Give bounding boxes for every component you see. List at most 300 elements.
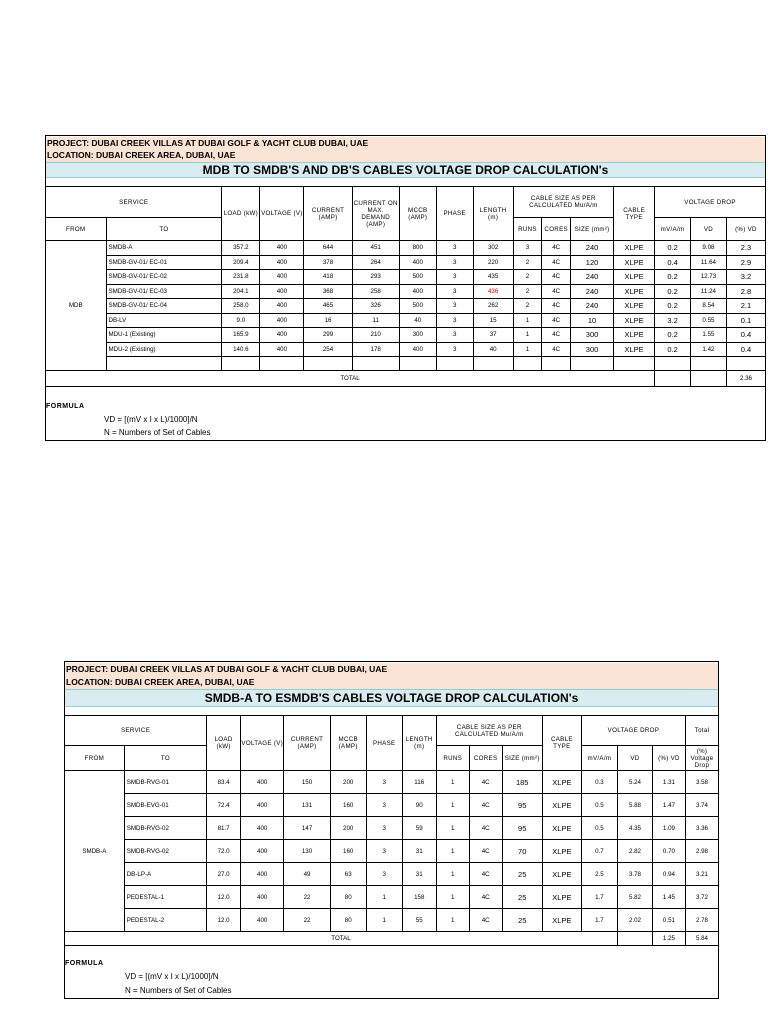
phase-cell: 3 [436, 313, 473, 328]
cable-type-cell: XLPE [542, 817, 581, 840]
cable-type-cell: XLPE [614, 328, 655, 343]
load-cell: 12.0 [207, 886, 241, 909]
runs-cell: 1 [436, 863, 469, 886]
empty-cell [352, 357, 399, 371]
voltage-cell: 400 [260, 241, 304, 256]
vd-cell: 1.55 [691, 328, 727, 343]
vd-pct-cell: 2.8 [726, 284, 765, 299]
table-row [65, 909, 719, 932]
voltage-cell: 400 [260, 284, 304, 299]
mv-cell: 0.2 [655, 328, 691, 343]
table-row [46, 255, 766, 270]
vd-cell: 3.78 [617, 863, 652, 886]
empty-cell [513, 357, 542, 371]
table-row [65, 840, 719, 863]
size-cell: 300 [571, 328, 614, 343]
load-cell: 165.9 [222, 328, 260, 343]
sheet-title: MDB TO SMDB'S AND DB'S CABLES VOLTAGE DROP CALCULATION's [46, 162, 765, 178]
header-vd: VD [617, 746, 652, 771]
header-voltage-drop: VOLTAGE DROP [655, 187, 766, 218]
header-total-sub: (%) Voltage Drop [685, 746, 718, 771]
load-cell: 209.4 [222, 255, 260, 270]
load-cell: 83.4 [207, 771, 241, 794]
length-cell: 436 [473, 284, 513, 299]
cable-type-cell: XLPE [614, 342, 655, 357]
formula-line-2: N = Numbers of Set of Cables [125, 986, 232, 995]
formula-line-2: N = Numbers of Set of Cables [104, 428, 211, 437]
load-cell: 258.0 [222, 299, 260, 314]
size-cell: 240 [571, 241, 614, 256]
vd-pct-cell: 0.1 [726, 313, 765, 328]
cores-cell: 4C [542, 284, 571, 299]
size-cell: 25 [502, 886, 542, 909]
runs-cell: 1 [436, 886, 469, 909]
vd-pct-cell: 1.45 [652, 886, 685, 909]
load-cell: 357.2 [222, 241, 260, 256]
mccb-cell: 200 [330, 817, 366, 840]
total-pct-cell: 3.36 [685, 817, 718, 840]
vd-pct-cell: 1.31 [652, 771, 685, 794]
to-cell: SMDB-A [106, 241, 222, 256]
total-value: 1.25 [652, 932, 685, 946]
voltage-cell: 400 [260, 313, 304, 328]
vd-cell: 11.24 [691, 284, 727, 299]
header-from: FROM [46, 218, 107, 241]
current-cell: 418 [304, 270, 352, 285]
sheet-title: SMDB-A TO ESMDB'S CABLES VOLTAGE DROP CALCULATION's [65, 689, 718, 707]
table-row [46, 299, 766, 314]
header-vd-pct: (%) VD [652, 746, 685, 771]
total-blank [691, 371, 727, 387]
header-mccb: MCCB (AMP) [399, 187, 436, 241]
to-cell: PEDESTAL-1 [124, 886, 206, 909]
current-max-cell: 210 [352, 328, 399, 343]
cores-cell: 4C [469, 909, 502, 932]
length-cell: 40 [473, 342, 513, 357]
from-cell: SMDB-A [65, 771, 125, 932]
header-mv: mV/A/m [655, 218, 691, 241]
size-cell: 240 [571, 299, 614, 314]
voltage-drop-table [45, 186, 766, 387]
empty-cell [571, 357, 614, 371]
table-row [46, 328, 766, 343]
vd-pct-cell: 0.51 [652, 909, 685, 932]
phase-cell: 3 [366, 863, 402, 886]
voltage-cell: 400 [260, 328, 304, 343]
size-cell: 25 [502, 909, 542, 932]
location-line: LOCATION: DUBAI CREEK AREA, DUBAI, UAE [65, 676, 718, 689]
to-cell: SMDB-GV-01/ EC-01 [106, 255, 222, 270]
size-cell: 240 [571, 284, 614, 299]
vd-pct-cell: 1.47 [652, 794, 685, 817]
header-total: Total [685, 716, 718, 746]
empty-cell [614, 357, 655, 371]
current-cell: 147 [284, 817, 330, 840]
total-label: TOTAL [46, 371, 655, 387]
header-service: SERVICE [65, 716, 207, 746]
formula-label: FORMULA [46, 403, 85, 410]
mccb-cell: 400 [399, 284, 436, 299]
sheet-smdb-a-to-esmdb [64, 661, 719, 999]
vd-cell: 5.82 [617, 886, 652, 909]
cable-type-cell: XLPE [614, 255, 655, 270]
voltage-cell: 400 [260, 342, 304, 357]
table-row [65, 794, 719, 817]
current-cell: 16 [304, 313, 352, 328]
phase-cell: 3 [366, 794, 402, 817]
header-from: FROM [65, 746, 125, 771]
mccb-cell: 400 [399, 255, 436, 270]
current-cell: 465 [304, 299, 352, 314]
size-cell: 240 [571, 270, 614, 285]
header-mv: mV/A/m [581, 746, 617, 771]
header-vd-pct: (%) VD [726, 218, 765, 241]
empty-cell [436, 357, 473, 371]
size-cell: 25 [502, 863, 542, 886]
header-cable-size: CABLE SIZE AS PER CALCULATED Mu/A/m [513, 187, 613, 218]
runs-cell: 1 [436, 817, 469, 840]
cable-type-cell: XLPE [542, 771, 581, 794]
mccb-cell: 500 [399, 299, 436, 314]
phase-cell: 3 [436, 241, 473, 256]
phase-cell: 3 [436, 342, 473, 357]
header-length: LENGTH (m) [473, 187, 513, 241]
header-voltage: VOLTAGE (V) [260, 187, 304, 241]
total-pct-cell: 3.58 [685, 771, 718, 794]
mccb-cell: 80 [330, 886, 366, 909]
cable-type-cell: XLPE [542, 886, 581, 909]
to-cell: SMDB-GV-01/ EC-03 [106, 284, 222, 299]
empty-cell [691, 357, 727, 371]
header-load: LOAD (kW) [207, 716, 241, 771]
vd-pct-cell: 2.9 [726, 255, 765, 270]
mccb-cell: 160 [330, 840, 366, 863]
table-row [46, 241, 766, 256]
mv-cell: 0.5 [581, 794, 617, 817]
mv-cell: 1.7 [581, 886, 617, 909]
vd-cell: 0.55 [691, 313, 727, 328]
cable-type-cell: XLPE [542, 909, 581, 932]
cores-cell: 4C [469, 886, 502, 909]
voltage-cell: 400 [241, 771, 284, 794]
total-pct-cell: 3.72 [685, 886, 718, 909]
current-cell: 299 [304, 328, 352, 343]
to-cell: DB-LV [106, 313, 222, 328]
current-cell: 49 [284, 863, 330, 886]
current-max-cell: 178 [352, 342, 399, 357]
length-cell: 90 [402, 794, 436, 817]
empty-cell [399, 357, 436, 371]
current-cell: 150 [284, 771, 330, 794]
load-cell: 27.0 [207, 863, 241, 886]
current-max-cell: 264 [352, 255, 399, 270]
empty-cell [304, 357, 352, 371]
runs-cell: 2 [513, 284, 542, 299]
header-service: SERVICE [46, 187, 222, 218]
current-cell: 368 [304, 284, 352, 299]
table-row [46, 342, 766, 357]
current-max-cell: 11 [352, 313, 399, 328]
size-cell: 120 [571, 255, 614, 270]
empty-cell [222, 357, 260, 371]
load-cell: 9.0 [222, 313, 260, 328]
mccb-cell: 160 [330, 794, 366, 817]
runs-cell: 1 [436, 909, 469, 932]
mv-cell: 0.7 [581, 840, 617, 863]
mccb-cell: 80 [330, 909, 366, 932]
length-cell: 55 [402, 909, 436, 932]
vd-pct-cell: 3.2 [726, 270, 765, 285]
mv-cell: 0.2 [655, 299, 691, 314]
vd-cell: 5.88 [617, 794, 652, 817]
phase-cell: 3 [366, 817, 402, 840]
phase-cell: 3 [366, 771, 402, 794]
cores-cell: 4C [469, 863, 502, 886]
length-cell: 37 [473, 328, 513, 343]
cores-cell: 4C [542, 255, 571, 270]
vd-cell: 1.42 [691, 342, 727, 357]
vd-pct-cell: 0.94 [652, 863, 685, 886]
runs-cell: 1 [513, 342, 542, 357]
current-cell: 254 [304, 342, 352, 357]
runs-cell: 1 [436, 771, 469, 794]
current-cell: 131 [284, 794, 330, 817]
vd-cell: 2.82 [617, 840, 652, 863]
project-line: PROJECT: DUBAI CREEK VILLAS AT DUBAI GOLF & YACHT CLUB DUBAI, UAE [65, 663, 718, 676]
runs-cell: 2 [513, 270, 542, 285]
empty-cell [542, 357, 571, 371]
voltage-cell: 400 [260, 255, 304, 270]
to-cell: SMDB-RVG-02 [124, 817, 206, 840]
header-current: CURRENT (AMP) [284, 716, 330, 771]
header-to: TO [124, 746, 206, 771]
total-value: 2.36 [726, 371, 765, 387]
length-cell: 158 [402, 886, 436, 909]
location-line: LOCATION: DUBAI CREEK AREA, DUBAI, UAE [46, 149, 765, 162]
current-max-cell: 293 [352, 270, 399, 285]
phase-cell: 1 [366, 886, 402, 909]
length-cell: 220 [473, 255, 513, 270]
header-runs: RUNS [513, 218, 542, 241]
load-cell: 140.6 [222, 342, 260, 357]
mccb-cell: 200 [330, 771, 366, 794]
to-cell: SMDB-RVG-02 [124, 840, 206, 863]
size-cell: 70 [502, 840, 542, 863]
current-cell: 130 [284, 840, 330, 863]
cable-type-cell: XLPE [542, 863, 581, 886]
runs-cell: 1 [436, 840, 469, 863]
voltage-cell: 400 [241, 840, 284, 863]
total-pct-cell: 3.21 [685, 863, 718, 886]
empty-cell [473, 357, 513, 371]
empty-cell [655, 357, 691, 371]
length-cell: 31 [402, 863, 436, 886]
cable-type-cell: XLPE [614, 241, 655, 256]
vd-cell: 11.64 [691, 255, 727, 270]
header-voltage: VOLTAGE (V) [241, 716, 284, 771]
phase-cell: 3 [436, 255, 473, 270]
spacer-row [46, 357, 766, 371]
mv-cell: 0.2 [655, 342, 691, 357]
runs-cell: 2 [513, 255, 542, 270]
cable-type-cell: XLPE [614, 299, 655, 314]
table-row [46, 270, 766, 285]
vd-pct-cell: 1.09 [652, 817, 685, 840]
header-cores: CORES [542, 218, 571, 241]
mccb-cell: 40 [399, 313, 436, 328]
header-mccb: MCCB (AMP) [330, 716, 366, 771]
total-final: 5.84 [685, 932, 718, 946]
to-cell: SMDB-RVG-01 [124, 771, 206, 794]
vd-cell: 12.73 [691, 270, 727, 285]
phase-cell: 3 [366, 840, 402, 863]
current-cell: 22 [284, 886, 330, 909]
cable-type-cell: XLPE [614, 270, 655, 285]
table-row [46, 313, 766, 328]
mv-cell: 2.5 [581, 863, 617, 886]
cores-cell: 4C [542, 299, 571, 314]
current-max-cell: 326 [352, 299, 399, 314]
mccb-cell: 800 [399, 241, 436, 256]
phase-cell: 3 [436, 270, 473, 285]
size-cell: 185 [502, 771, 542, 794]
load-cell: 81.7 [207, 817, 241, 840]
header-cable-size: CABLE SIZE AS PER CALCULATED Mu/A/m [436, 716, 542, 746]
length-cell: 116 [402, 771, 436, 794]
total-pct-cell: 2.78 [685, 909, 718, 932]
total-label: TOTAL [65, 932, 618, 946]
runs-cell: 1 [513, 328, 542, 343]
voltage-cell: 400 [241, 794, 284, 817]
vd-pct-cell: 0.70 [652, 840, 685, 863]
vd-pct-cell: 0.4 [726, 328, 765, 343]
table-row [46, 284, 766, 299]
header-length: LENGTH (m) [402, 716, 436, 771]
mccb-cell: 500 [399, 270, 436, 285]
vd-cell: 5.24 [617, 771, 652, 794]
runs-cell: 1 [436, 794, 469, 817]
current-cell: 22 [284, 909, 330, 932]
mv-cell: 0.2 [655, 284, 691, 299]
header-current-max-demand: CURRENT ON MAX. DEMAND (AMP) [352, 187, 399, 241]
mv-cell: 0.4 [655, 255, 691, 270]
voltage-cell: 400 [241, 886, 284, 909]
vd-pct-cell: 2.1 [726, 299, 765, 314]
formula-line-1: VD = [(mV x I x L)/1000]/N [104, 415, 198, 424]
vd-cell: 8.54 [691, 299, 727, 314]
voltage-drop-table [64, 715, 719, 946]
voltage-cell: 400 [260, 270, 304, 285]
length-cell: 59 [402, 817, 436, 840]
cores-cell: 4C [469, 840, 502, 863]
header-to: TO [106, 218, 222, 241]
current-cell: 378 [304, 255, 352, 270]
vd-pct-cell: 0.4 [726, 342, 765, 357]
phase-cell: 3 [436, 328, 473, 343]
mv-cell: 0.2 [655, 270, 691, 285]
current-max-cell: 451 [352, 241, 399, 256]
to-cell: SMDB-GV-01/ EC-02 [106, 270, 222, 285]
table-row [65, 886, 719, 909]
header-phase: PHASE [366, 716, 402, 771]
length-cell: 15 [473, 313, 513, 328]
cable-type-cell: XLPE [542, 840, 581, 863]
cable-type-cell: XLPE [542, 794, 581, 817]
length-cell: 435 [473, 270, 513, 285]
to-cell: MDU-1 (Existing) [106, 328, 222, 343]
vd-pct-cell: 2.3 [726, 241, 765, 256]
cable-type-cell: XLPE [614, 313, 655, 328]
vd-cell: 2.02 [617, 909, 652, 932]
header-voltage-drop: VOLTAGE DROP [581, 716, 685, 746]
mv-cell: 0.3 [581, 771, 617, 794]
empty-cell [260, 357, 304, 371]
cores-cell: 4C [542, 270, 571, 285]
header-runs: RUNS [436, 746, 469, 771]
size-cell: 300 [571, 342, 614, 357]
table-row [65, 771, 719, 794]
header-load: LOAD (kW) [222, 187, 260, 241]
to-cell: DB-LP-A [124, 863, 206, 886]
size-cell: 95 [502, 794, 542, 817]
to-cell: SMDB-EVG-01 [124, 794, 206, 817]
total-blank [655, 371, 691, 387]
load-cell: 72.0 [207, 840, 241, 863]
header-size: SIZE (mm²) [571, 218, 614, 241]
size-cell: 10 [571, 313, 614, 328]
length-cell: 262 [473, 299, 513, 314]
total-blank [617, 932, 652, 946]
formula-line-1: VD = [(mV x I x L)/1000]/N [125, 972, 219, 981]
mccb-cell: 300 [399, 328, 436, 343]
cores-cell: 4C [469, 771, 502, 794]
voltage-cell: 400 [260, 299, 304, 314]
voltage-cell: 400 [241, 817, 284, 840]
to-cell: SMDB-GV-01/ EC-04 [106, 299, 222, 314]
current-cell: 644 [304, 241, 352, 256]
table-row [65, 863, 719, 886]
empty-cell [726, 357, 765, 371]
vd-cell: 4.35 [617, 817, 652, 840]
cores-cell: 4C [469, 794, 502, 817]
vd-cell: 9.08 [691, 241, 727, 256]
header-cable-type: CABLE TYPE [542, 716, 581, 771]
size-cell: 95 [502, 817, 542, 840]
phase-cell: 1 [366, 909, 402, 932]
runs-cell: 3 [513, 241, 542, 256]
total-pct-cell: 3.74 [685, 794, 718, 817]
load-cell: 72.4 [207, 794, 241, 817]
mccb-cell: 63 [330, 863, 366, 886]
cores-cell: 4C [469, 817, 502, 840]
sheet-mdb-to-smdb [45, 135, 766, 441]
cores-cell: 4C [542, 313, 571, 328]
voltage-cell: 400 [241, 863, 284, 886]
formula-label: FORMULA [65, 960, 104, 967]
mccb-cell: 400 [399, 342, 436, 357]
voltage-cell: 400 [241, 909, 284, 932]
empty-cell [106, 357, 222, 371]
load-cell: 231.8 [222, 270, 260, 285]
header-cable-type: CABLE TYPE [614, 187, 655, 241]
phase-cell: 3 [436, 299, 473, 314]
runs-cell: 2 [513, 299, 542, 314]
header-current: CURRENT (AMP) [304, 187, 352, 241]
table-row [65, 817, 719, 840]
phase-cell: 3 [436, 284, 473, 299]
header-vd: VD [691, 218, 727, 241]
total-pct-cell: 2.98 [685, 840, 718, 863]
